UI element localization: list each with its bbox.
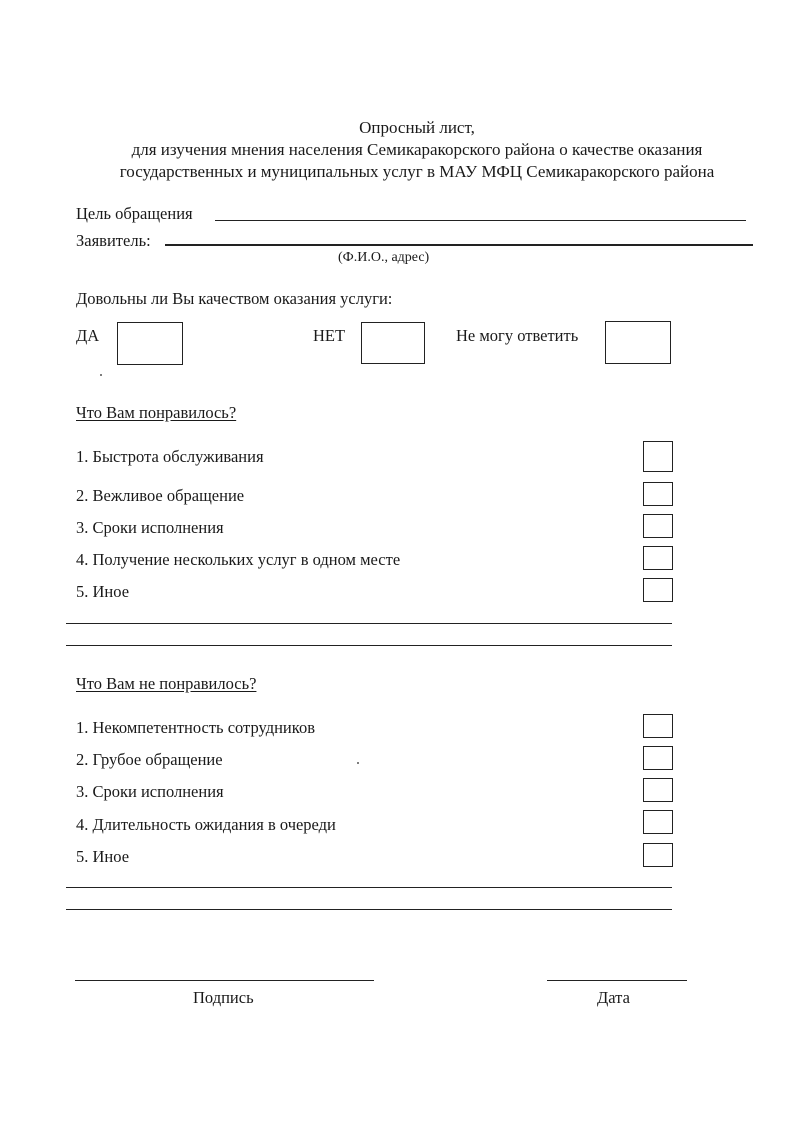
option-yes-checkbox[interactable] [117,322,183,365]
liked-item-1: 1. Быстрота обслуживания [76,447,264,466]
option-no-label: НЕТ [313,326,346,345]
date-label: Дата [597,988,630,1007]
disliked-item-1-checkbox[interactable] [643,714,673,738]
option-no-checkbox[interactable] [361,322,425,364]
liked-other-line-1[interactable] [66,623,672,624]
disliked-item-2: 2. Грубое обращение [76,750,223,769]
liked-item-2-checkbox[interactable] [643,482,673,506]
liked-item-4: 4. Получение нескольких услуг в одном месте [76,550,401,569]
disliked-other-line-2[interactable] [66,909,672,910]
purpose-label: Цель обращения [76,204,193,223]
form-title: Опросный лист, [359,118,475,137]
satisfaction-question: Довольны ли Вы качеством оказания услуги: [76,289,393,308]
disliked-item-5: 5. Иное [76,847,130,866]
liked-item-2: 2. Вежливое обращение [76,486,245,505]
form-subtitle-line-2: государственных и муниципальных услуг в МАУ МФЦ Семикаракорского района [119,162,715,181]
disliked-item-2-checkbox[interactable] [643,746,673,770]
form-subtitle-line-1: для изучения мнения населения Семикаракорского района о качестве оказания [131,140,703,159]
speck [357,762,359,764]
applicant-input-line[interactable] [165,244,753,246]
disliked-other-line-1[interactable] [66,887,672,888]
disliked-item-5-checkbox[interactable] [643,843,673,867]
option-yes-label: ДА [76,326,100,345]
disliked-item-3: 3. Сроки исполнения [76,782,224,801]
speck [100,374,102,376]
disliked-heading: Что Вам не понравилось? [76,674,257,693]
liked-item-3: 3. Сроки исполнения [76,518,224,537]
signature-line[interactable] [75,980,374,981]
option-cant-answer-checkbox[interactable] [605,321,671,364]
date-line[interactable] [547,980,687,981]
signature-label: Подпись [193,988,254,1007]
applicant-hint: (Ф.И.О., адрес) [338,250,430,265]
liked-item-5-checkbox[interactable] [643,578,673,602]
disliked-item-4: 4. Длительность ожидания в очереди [76,815,336,834]
disliked-item-1: 1. Некомпетентность сотрудников [76,718,315,737]
liked-item-3-checkbox[interactable] [643,514,673,538]
liked-other-line-2[interactable] [66,645,672,646]
liked-heading: Что Вам понравилось? [76,403,237,422]
purpose-input-line[interactable] [215,220,746,221]
disliked-item-3-checkbox[interactable] [643,778,673,802]
liked-item-1-checkbox[interactable] [643,441,673,472]
liked-item-4-checkbox[interactable] [643,546,673,570]
option-cant-answer-label: Не могу ответить [456,326,579,345]
liked-item-5: 5. Иное [76,582,130,601]
applicant-label: Заявитель: [76,231,151,250]
disliked-item-4-checkbox[interactable] [643,810,673,834]
